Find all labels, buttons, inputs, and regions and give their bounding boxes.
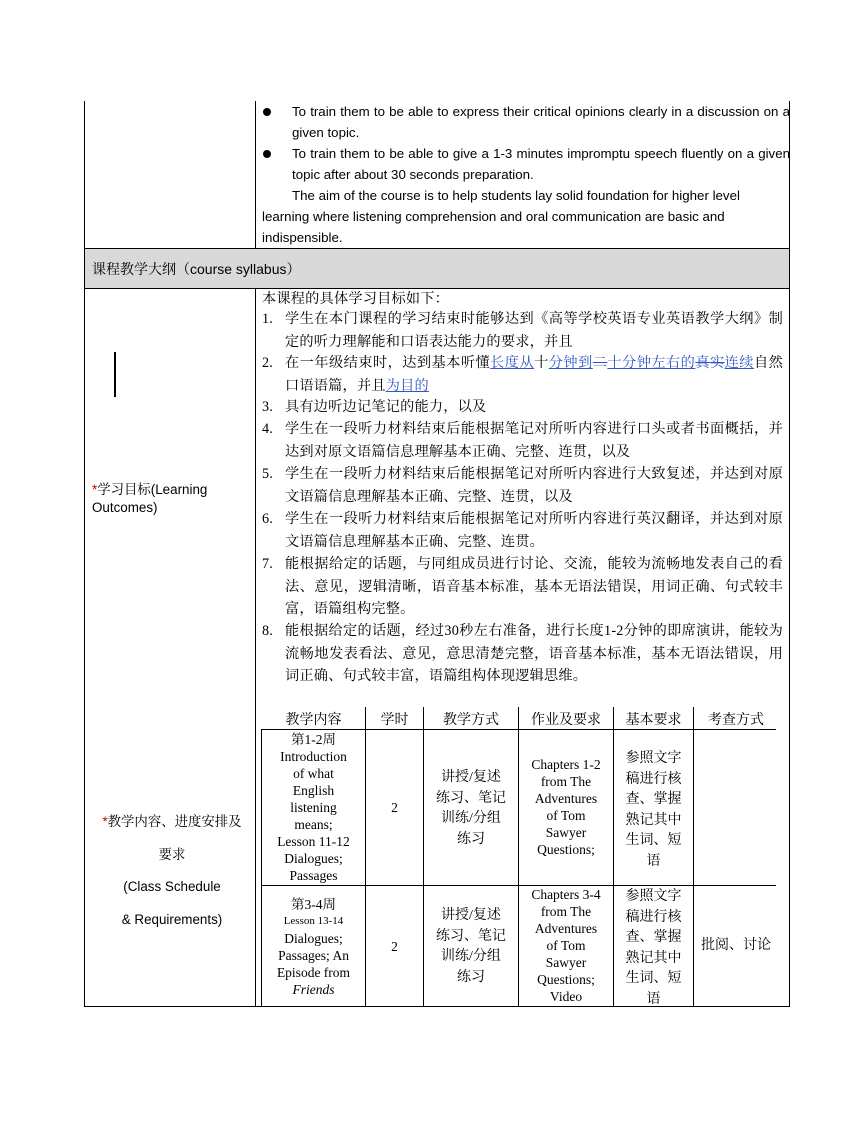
table-row-2-hours: 2: [391, 939, 398, 954]
outcome-text: 在一年级结束时，达到基本听懂长度从十分钟到二十分钟左右的真实连续自然口语语篇，并且为目的: [285, 355, 783, 394]
table-divider-column: [255, 288, 256, 1007]
required-asterisk: *: [92, 482, 98, 497]
tracked-deletion: 真实: [695, 355, 725, 371]
tracked-insertion: 十分钟左右的: [607, 355, 696, 371]
table-row-2-content: 第3-4周 Lesson 13-14 Dialogues; Passages; An Episode from Friends: [276, 897, 351, 997]
table-row-1-homework: Chapters 1-2 from The Adventures of Tom Sawyer Questions;: [531, 757, 601, 857]
tracked-insertion: 为目的: [385, 377, 429, 394]
outcome-number: 8.: [262, 623, 274, 639]
text-cursor[interactable]: [114, 352, 116, 397]
table-row-2-assessment: 批阅、讨论: [701, 938, 771, 953]
table-row-1-basic: 参照文字 稿进行核 查、掌握 熟记其中 生词、短 语: [625, 751, 682, 869]
bullet-icon: [263, 150, 271, 158]
schedule-header-hours: 学时: [380, 713, 409, 728]
outcome-number: 2.: [262, 355, 274, 371]
outcome-text: 能根据给定的话题，与同组成员进行讨论、交流，能较为流畅地发表自己的看法、意见，逻辑清晰，语音基本标准，基本无语法错误，用词正确、句式较丰富，语篇组构完整。: [285, 556, 783, 617]
table-row-2-basic: 参照文字 稿进行核 查、掌握 熟记其中 生词、短 语: [625, 889, 682, 1007]
outcome-number: 5.: [262, 466, 274, 482]
schedule-label-line4: & Requirements): [121, 911, 223, 927]
schedule-header-basic: 基本要求: [625, 713, 682, 728]
section-header: 课程教学大纲（course syllabus）: [92, 261, 301, 277]
table-row-1-hours: 2: [391, 800, 398, 815]
schedule-col-border: [693, 707, 694, 1006]
outcome-number: 6.: [262, 511, 274, 527]
outcome-number: 3.: [262, 399, 274, 415]
outcome-text: 学生在一段听力材料结束后能根据笔记对所听内容进行口头或者书面概括，并达到对原文语篇信息理解基本正确、完整、连贯，以及: [285, 421, 783, 460]
outcomes-label: [92, 481, 207, 517]
outcome-text: 学生在一段听力材料结束后能根据笔记对所听内容进行英汉翻译，并达到对原文语篇信息理解基本正确、完整、连贯。: [285, 511, 783, 550]
outcomes-intro: 本课程的具体学习目标如下：: [262, 291, 450, 307]
table-row-2-homework: Chapters 3-4 from The Adventures of Tom Sawyer Questions; Video: [531, 887, 601, 1004]
outcome-text: 学生在一段听力材料结束后能根据笔记对所听内容进行大致复述，并达到对原文语篇信息理解基本正确、完整、连贯，以及: [285, 466, 783, 505]
outcome-text: 学生在本门课程的学习结束时能够达到《高等学校英语专业英语教学大纲》制定的听力理解能和口语表达能力的要求，并且: [285, 311, 783, 350]
schedule-label: [92, 806, 252, 936]
bullet-text: To train them to be able to express their critical opinions clearly in a discussion on a given topic.: [292, 104, 790, 140]
table-row-1-content: 第1-2周 Introduction of what English listening means; Lesson 11-12 Dialogues; Passages: [277, 732, 350, 883]
tracked-insertion: 长度从: [490, 355, 535, 371]
table-row-2-method: 讲授/复述 练习、笔记 训练/分组 练习: [436, 908, 506, 985]
outcomes-label-line1: 学习目标(Learning: [97, 482, 208, 497]
outcome-number: 7.: [262, 556, 274, 572]
required-asterisk: *: [102, 814, 108, 829]
schedule-header-content: 教学内容: [285, 713, 342, 728]
bullet-icon: [263, 108, 271, 116]
schedule-label-line3: (Class Schedule: [123, 879, 221, 894]
schedule-label-line2: 要求: [158, 846, 186, 862]
tracked-insertion: 连续: [724, 355, 754, 371]
outcomes-label-line2: Outcomes): [92, 500, 158, 515]
table-row-border: [84, 248, 790, 249]
tracked-deletion: 二: [592, 355, 608, 371]
schedule-col-border: [365, 707, 366, 1006]
table-row-1-method: 讲授/复述 练习、笔记 训练/分组 练习: [436, 770, 506, 847]
bullet-text: To train them to be able to give a 1-3 minutes impromptu speech fluently on a given topic after about 30 seconds preparation.: [292, 146, 790, 182]
outcome-number: 1.: [262, 311, 274, 327]
table-border-left: [84, 101, 85, 1007]
aim-paragraph: The aim of the course is to help students lay solid foundation for higher level learning where listening comprehension and oral communication are basic and indispensible.: [262, 188, 740, 245]
outcome-number: 4.: [262, 421, 274, 437]
outcome-text: 能根据给定的话题，经过30秒左右准备，进行长度1-2分钟的即席演讲，能较为流畅地发表看法、意见，意思清楚完整，语音基本标准，基本无语法错误，用词正确、句式较丰富，语篇组构体现逻辑思维。: [285, 623, 783, 684]
outcome-text: 具有边听边记笔记的能力，以及: [285, 399, 487, 415]
schedule-header-homework: 作业及要求: [531, 713, 601, 728]
table-border-right: [789, 101, 790, 1007]
table-divider-column: [255, 101, 256, 249]
schedule-label-line1: 教学内容、进度安排及: [107, 814, 242, 829]
schedule-header-assessment: 考查方式: [708, 713, 764, 728]
tracked-insertion: 分钟到: [548, 355, 593, 371]
schedule-header-method: 教学方式: [443, 713, 499, 728]
